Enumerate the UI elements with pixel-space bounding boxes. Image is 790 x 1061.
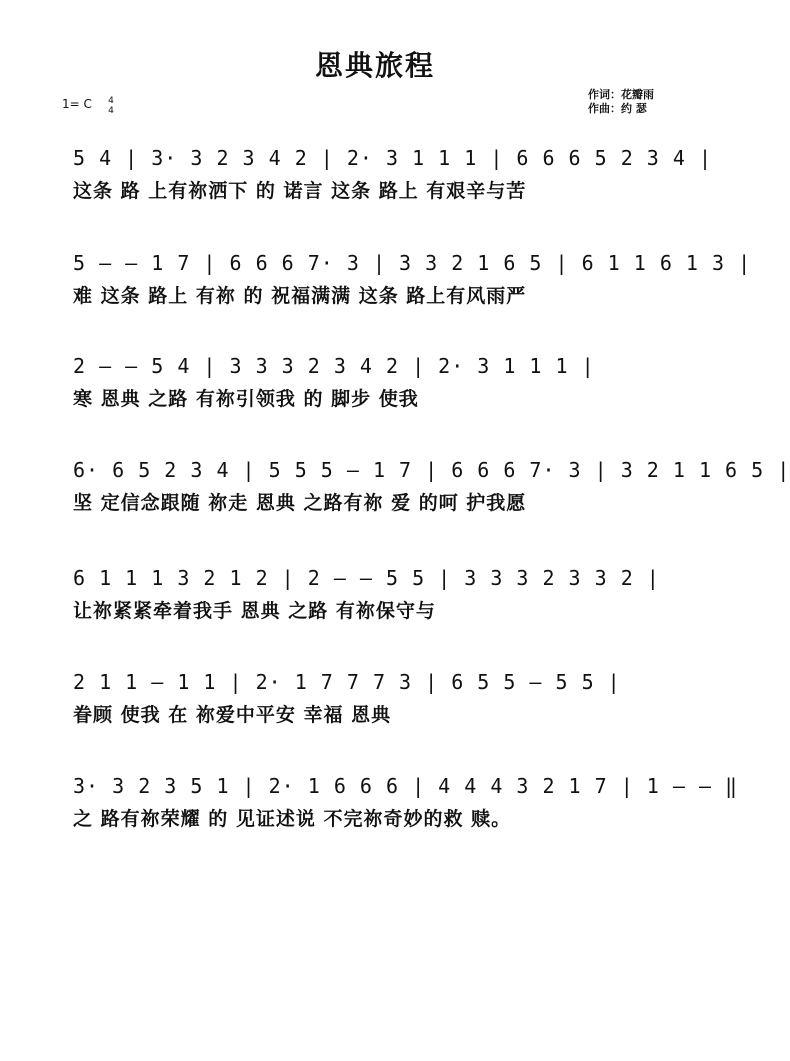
time-signature (106, 96, 116, 116)
score-title: 恩典旅程 (314, 49, 435, 82)
composer: 作曲：约 瑟 (588, 102, 647, 115)
notes-line: 5 4 | 3· 3 2 3 4 2 | 2· 3 1 1 1 | 6 6 6 5 2 3 4 | (73, 146, 713, 170)
notes-line: 3· 3 2 3 5 1 | 2· 1 6 6 6 | 4 4 4 3 2 1 7 | 1 – – ‖ (73, 774, 739, 798)
meter-denominator: 4 (108, 106, 114, 116)
score-system-4 (73, 452, 790, 518)
score-system-7 (73, 768, 739, 834)
lyrics-line: 坚 定信念跟随 祢走 恩典 之路有祢 爱 的呵 护我愿 (73, 492, 527, 514)
lyricist: 作词：花瓣雨 (588, 88, 654, 101)
score-system-2 (73, 245, 752, 311)
score-system-5 (73, 560, 693, 626)
key-signature: 1= C (62, 97, 92, 111)
lyrics-line: 之 路有祢荣耀 的 见证述说 不完祢奇妙的救 赎。 (73, 808, 512, 830)
lyrics-line: 难 这条 路上 有祢 的 祝福满满 这条 路上有风雨严 (73, 285, 527, 307)
lyrics-line: 这条 路 上有祢洒下 的 诺言 这条 路上 有艰辛与苦 (73, 180, 527, 202)
lyrics-line: 眷顾 使我 在 祢爱中平安 幸福 恩典 (73, 704, 392, 726)
notes-line: 2 1 1 – 1 1 | 2· 1 7 7 7 3 | 6 5 5 – 5 5 | (73, 670, 621, 694)
notes-line: 6· 6 5 2 3 4 | 5 5 5 – 1 7 | 6 6 6 7· 3 | 3 2 1 1 6 5 | (73, 458, 790, 482)
meter-numerator: 4 (108, 96, 114, 106)
score-system-1 (73, 140, 713, 206)
notes-line: 6 1 1 1 3 2 1 2 | 2 – – 5 5 | 3 3 3 2 3 3 2 | (73, 566, 660, 590)
score-system-3 (73, 348, 693, 414)
notes-line: 5 – – 1 7 | 6 6 6 7· 3 | 3 3 2 1 6 5 | 6 1 1 6 1 3 | (73, 251, 752, 275)
lyrics-line: 寒 恩典 之路 有祢引领我 的 脚步 使我 (73, 388, 419, 410)
notes-line: 2 – – 5 4 | 3 3 3 2 3 4 2 | 2· 3 1 1 1 | (73, 354, 595, 378)
credits (588, 88, 654, 116)
score-system-6 (73, 664, 693, 730)
lyrics-line: 让祢紧紧牵着我手 恩典 之路 有祢保守与 (73, 600, 436, 622)
